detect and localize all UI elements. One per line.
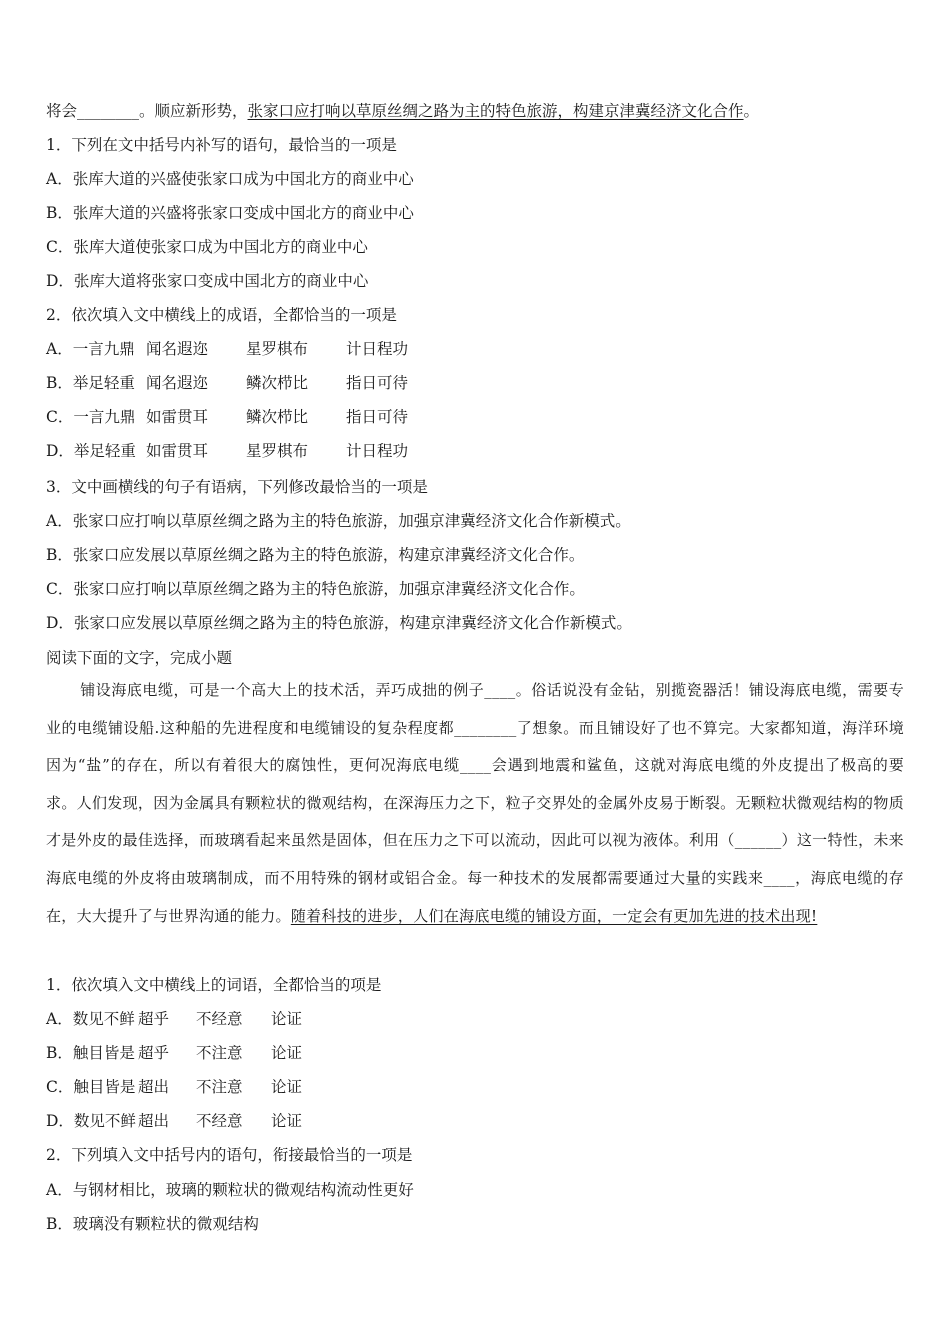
s1-q2-stem: 2．依次填入文中横线上的成语，全都恰当的一项是 [46,306,397,324]
option-word: 星罗棋布 [246,442,309,460]
option-word: 指日可待 [346,408,409,426]
option-word: 不注意 [196,1078,243,1096]
option-word: 超出 [138,1112,170,1130]
option-word: 指日可待 [346,374,409,392]
option-word: 超乎 [138,1044,170,1062]
option-word: 超乎 [138,1010,170,1028]
intro-suffix: 。 [743,102,760,120]
option-word: 计日程功 [346,442,409,460]
option-word: 论证 [271,1044,303,1062]
option-word: 鳞次栉比 [246,374,309,392]
s1-q3-option-d: D．张家口应发展以草原丝绸之路为主的特色旅游，构建京津冀经济文化合作新模式。 [46,614,632,632]
option-word: 如雷贯耳 [146,408,209,426]
s2-q2-stem: 2．下列填入文中括号内的语句，衔接最恰当的一项是 [46,1146,413,1164]
intro-line [46,101,904,121]
option-label: D．数见不鲜 [46,1112,136,1130]
s1-q3-option-c: C．张家口应打响以草原丝绸之路为主的特色旅游，加强京津冀经济文化合作。 [46,580,585,598]
s1-q2-option-b [46,373,904,393]
option-word: 计日程功 [346,340,409,358]
option-label: B．举足轻重 [46,374,135,392]
underlined-sentence: 张家口应打响以草原丝绸之路为主的特色旅游，构建京津冀经济文化合作 [247,102,744,120]
passage-underlined-sentence: 随着科技的进步，人们在海底电缆的铺设方面，一定会有更加先进的技术出现! [290,906,818,925]
option-word: 鳞次栉比 [246,408,309,426]
s1-q1-option-b: B．张库大道的兴盛将张家口变成中国北方的商业中心 [46,204,414,222]
s1-q1-option-a: A．张库大道的兴盛使张家口成为中国北方的商业中心 [46,170,414,188]
option-word: 星罗棋布 [246,340,309,358]
section-heading: 阅读下面的文字，完成小题 [46,649,233,667]
option-word: 闻名遐迩 [146,340,209,358]
s1-q2-option-d [46,441,904,461]
option-word: 超出 [138,1078,170,1096]
option-word: 论证 [271,1112,303,1130]
option-word: 论证 [271,1078,303,1096]
s1-q2-option-a [46,339,904,359]
option-label: A．数见不鲜 [46,1010,135,1028]
s1-q1-option-c: C．张库大道使张家口成为中国北方的商业中心 [46,238,368,256]
option-label: C．触目皆是 [46,1078,136,1096]
s2-q2-option-a: A．与钢材相比，玻璃的颗粒状的微观结构流动性更好 [46,1181,414,1199]
option-word: 不经意 [196,1010,243,1028]
s2-q1-option-c [46,1077,904,1097]
intro-prefix: 将会________。顺应新形势， [46,102,248,120]
option-label: D．举足轻重 [46,442,136,460]
s2-q1-option-a [46,1009,904,1029]
option-word: 如雷贯耳 [146,442,209,460]
reading-passage [46,672,904,935]
s2-q1-option-b [46,1043,904,1063]
s1-q1-option-d: D．张库大道将张家口变成中国北方的商业中心 [46,272,369,290]
s1-q2-option-c [46,407,904,427]
s1-q3-option-b: B．张家口应发展以草原丝绸之路为主的特色旅游，构建京津冀经济文化合作。 [46,546,585,564]
option-word: 闻名遐迩 [146,374,209,392]
passage-text: 铺设海底电缆，可是一个高大上的技术活，弄巧成拙的例子____。俗话说没有金钻，别揽瓷器活！铺设海底电缆，需要专业的电缆铺设船.这种船的先进程度和电缆铺设的复杂程度都________了想象。而且铺设好了也不算完。大家都知道，海洋环境因为“盐”的存在，所以有着很大的腐蚀性，更何况海底电缆____会遇到地震和鲨鱼，这就对海底电缆的外皮提出了极高的要求。人们发现，因为金属具有颗粒状的微观结构，在深海压力之下，粒子交界处的金属外皮易于断裂。无颗粒状微观结构的物质才是外皮的最佳选择，而玻璃看起来虽然是固体，但在压力之下可以流动，因此可以视为液体。利用（______）这一特性，未来海底电缆的外皮将由玻璃制成，而不用特殊的钢材或铝合金。每一种技术的发展都需要通过大量的实践来____，海底电缆的存在，大大提升了与世界沟通的能力。 [46,681,904,925]
option-word: 不经意 [196,1112,243,1130]
option-label: C．一言九鼎 [46,408,136,426]
option-word: 论证 [271,1010,303,1028]
s2-q2-option-b: B．玻璃没有颗粒状的微观结构 [46,1215,259,1233]
s1-q3-stem: 3．文中画横线的句子有语病，下列修改最恰当的一项是 [46,478,428,496]
option-label: A．一言九鼎 [46,340,135,358]
s1-q1-stem: 1．下列在文中括号内补写的语句，最恰当的一项是 [46,136,397,154]
s2-q1-stem: 1．依次填入文中横线上的词语，全都恰当的项是 [46,976,382,994]
option-label: B．触目皆是 [46,1044,135,1062]
option-word: 不注意 [196,1044,243,1062]
s2-q1-option-d [46,1111,904,1131]
s1-q3-option-a: A．张家口应打响以草原丝绸之路为主的特色旅游，加强京津冀经济文化合作新模式。 [46,512,631,530]
